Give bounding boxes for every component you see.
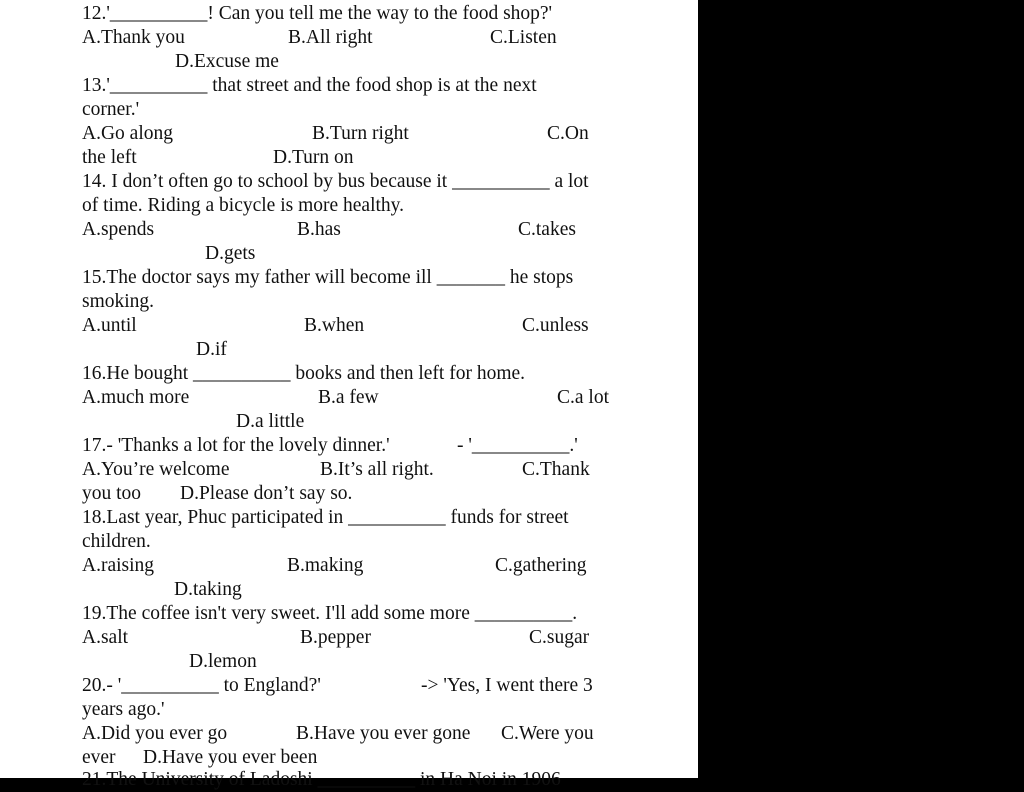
q15-option-b: B.when: [304, 315, 365, 336]
q17-option-a: A.You’re welcome: [82, 459, 230, 480]
q15-option-c: C.unless: [522, 315, 589, 336]
question-17-stem: 17.- 'Thanks a lot for the lovely dinner.': [82, 435, 390, 456]
q15-option-a: A.until: [82, 315, 137, 336]
q12-option-d: D.Excuse me: [175, 51, 279, 72]
question-17-reply: - '__________.': [457, 435, 578, 456]
q12-option-a: A.Thank you: [82, 27, 185, 48]
q12-option-c: C.Listen: [490, 27, 557, 48]
q19-option-b: B.pepper: [300, 627, 371, 648]
q20-option-b: B.Have you ever gone: [296, 723, 471, 744]
question-15-stem-cont: smoking.: [82, 291, 155, 312]
q13-option-a: A.Go along: [82, 123, 173, 144]
q18-option-c: C.gathering: [495, 555, 587, 576]
q19-option-a: A.salt: [82, 627, 129, 648]
question-12-stem: 12.'__________! Can you tell me the way to the food shop?': [82, 3, 553, 24]
question-20-reply-cont: years ago.': [82, 699, 165, 720]
question-15-stem: 15.The doctor says my father will become ill _______ he stops: [82, 267, 574, 288]
q17-option-c: C.Thank: [522, 459, 590, 480]
q14-option-a: A.spends: [82, 219, 155, 240]
q18-option-d: D.taking: [174, 579, 242, 600]
question-19-stem: 19.The coffee isn't very sweet. I'll add some more __________.: [82, 603, 578, 624]
q20-option-a: A.Did you ever go: [82, 723, 228, 744]
q20-option-d: D.Have you ever been: [143, 747, 318, 768]
q16-option-d: D.a little: [236, 411, 305, 432]
q16-option-c: C.a lot: [557, 387, 609, 408]
question-20-reply: -> 'Yes, I went there 3: [421, 675, 593, 696]
question-21-stem-partial: 21.The University of Ladoshi __________ in Ha Noi in 1906: [82, 769, 561, 790]
q13-option-c-cont: the left: [82, 147, 137, 168]
black-background-area: [698, 0, 1024, 778]
question-13-stem-cont: corner.': [82, 99, 140, 120]
q17-option-d: D.Please don’t say so.: [180, 483, 353, 504]
question-18-stem-cont: children.: [82, 531, 151, 552]
question-18-stem: 18.Last year, Phuc participated in __________ funds for street: [82, 507, 569, 528]
q14-option-c: C.takes: [518, 219, 576, 240]
q15-option-d: D.if: [196, 339, 227, 360]
q19-option-d: D.lemon: [189, 651, 257, 672]
q14-option-b: B.has: [297, 219, 341, 240]
question-14-stem: 14. I don’t often go to school by bus because it __________ a lot: [82, 171, 589, 192]
q13-option-b: B.Turn right: [312, 123, 409, 144]
q14-option-d: D.gets: [205, 243, 256, 264]
q16-option-a: A.much more: [82, 387, 190, 408]
q16-option-b: B.a few: [318, 387, 379, 408]
question-16-stem: 16.He bought __________ books and then left for home.: [82, 363, 526, 384]
q13-option-c: C.On: [547, 123, 589, 144]
q19-option-c: C.sugar: [529, 627, 590, 648]
q20-option-c: C.Were you: [501, 723, 594, 744]
q18-option-b: B.making: [287, 555, 364, 576]
q18-option-a: A.raising: [82, 555, 155, 576]
question-14-stem-cont: of time. Riding a bicycle is more healthy.: [82, 195, 405, 216]
q20-option-c-cont: ever: [82, 747, 116, 768]
q13-option-d: D.Turn on: [273, 147, 354, 168]
question-20-stem: 20.- '__________ to England?': [82, 675, 321, 696]
q17-option-b: B.It’s all right.: [320, 459, 434, 480]
q17-option-c-cont: you too: [82, 483, 142, 504]
q12-option-b: B.All right: [288, 27, 373, 48]
question-13-stem: 13.'__________ that street and the food shop is at the next: [82, 75, 537, 96]
